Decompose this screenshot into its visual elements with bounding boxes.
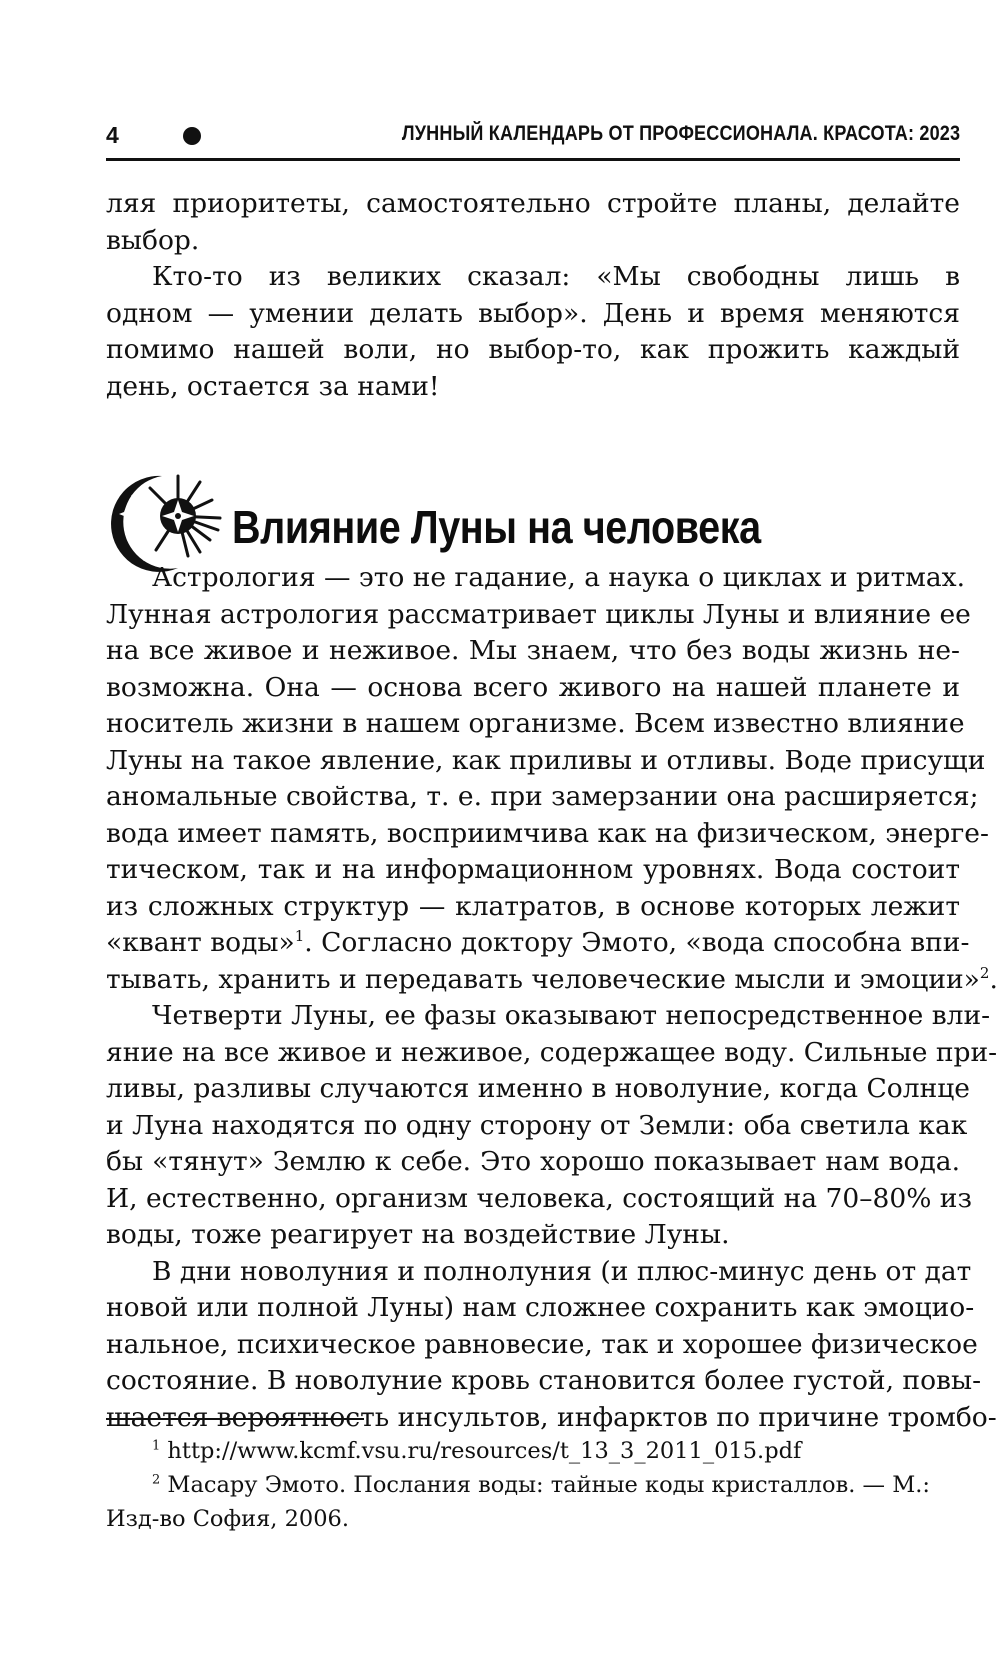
footnote-divider	[106, 1418, 364, 1420]
bullet-dot-icon	[183, 127, 201, 145]
footnote-mark: 1	[152, 1438, 161, 1454]
section-title: Влияние Луны на человека	[232, 501, 761, 553]
footnote-ref-1[interactable]: 1	[294, 927, 305, 946]
text-line: вода имеет память, восприимчива как на физическом, энерге-	[106, 817, 989, 849]
text-line: бы «тянут» Землю к себе. Это хорошо показывает нам вода.	[106, 1146, 960, 1177]
text-line: Лунная астрология рассматривает циклы Луны и влияние ее	[106, 598, 971, 630]
text-line: и Луна находятся по одну сторону от Земли: оба светила как	[106, 1109, 968, 1141]
paragraph	[106, 259, 960, 405]
text-fragment: «квант воды»	[106, 927, 295, 958]
intro-text	[106, 186, 960, 405]
text-line: помимо нашей воли, но выбор-то, как прожить каждый	[106, 334, 960, 365]
running-header	[106, 118, 960, 161]
text-line: шается вероятность инсультов, инфарктов по причине тромбо-	[106, 1401, 997, 1433]
main-text	[106, 560, 998, 1436]
text-line: Луны на такое явление, как приливы и отливы. Воде присущи	[106, 744, 986, 776]
footnote-1	[106, 1434, 960, 1468]
text-line: состояние. В новолуние кровь становится более густой, повы-	[106, 1365, 982, 1396]
text-line: на все живое и неживое. Мы знаем, что без воды жизнь не-	[106, 635, 960, 666]
text-line: носитель жизни в нашем организме. Всем известно влияние	[106, 708, 965, 739]
text-line: ляя приоритеты, самостоятельно стройте планы, делайте	[106, 188, 960, 219]
text-line: нальное, психическое равновесие, так и хорошее физическое	[106, 1328, 978, 1360]
footnote-link[interactable]: http://www.kcmf.vsu.ru/resources/t_13_3_2011_015.pdf	[160, 1438, 802, 1464]
text-line: возможна. Она — основа всего живого на нашей планете и	[106, 671, 960, 703]
text-line: Астрология — это не гадание, а наука о циклах и ритмах.	[152, 562, 966, 593]
footnote-text: Масару Эмото. Послания воды: тайные коды кристаллов. — М.: Изд-во София, 2006.	[106, 1472, 930, 1532]
text-line: Четверти Луны, ее фазы оказывают непосредственное вли-	[152, 1000, 991, 1031]
text-line: ливы, разливы случаются именно в новолуние, когда Солнце	[106, 1073, 970, 1104]
text-line: новой или полной Луны) нам сложнее сохранить как эмоцио-	[106, 1292, 975, 1323]
text-fragment: . Согласно доктору Эмото, «вода способна впи-	[304, 927, 970, 958]
footnotes	[106, 1434, 960, 1536]
text-line: аномальные свойства, т. е. при замерзании она расширяется;	[106, 781, 979, 812]
text-line: одном — умении делать выбор». День и время меняются	[106, 297, 960, 329]
text-line: из сложных структур — клатратов, в основе которых лежит	[106, 890, 960, 922]
text-line: воды, тоже реагирует на воздействие Луны.	[106, 1219, 730, 1250]
page-number: 4	[106, 122, 119, 148]
text-fragment: .	[989, 963, 998, 995]
text-line: И, естественно, организм человека, состоящий на 70–80% из	[106, 1182, 972, 1214]
text-line: Кто-то из великих сказал: «Мы свободны лишь в	[152, 261, 960, 292]
paragraph	[106, 560, 998, 998]
text-line: тическом, так и на информационном уровнях. Вода состоит	[106, 854, 960, 885]
running-title: ЛУННЫЙ КАЛЕНДАРЬ ОТ ПРОФЕССИОНАЛА. КРАСОТА: 2023	[401, 122, 960, 145]
paragraph	[106, 998, 998, 1254]
footnote-ref-2[interactable]: 2	[979, 963, 990, 982]
text-line	[106, 962, 998, 999]
paragraph	[106, 1254, 997, 1437]
text-line: день, остается за нами!	[106, 370, 440, 402]
text-line: выбор.	[106, 224, 200, 256]
text-line	[106, 925, 970, 962]
text-line: В дни новолуния и полнолуния (и плюс-минус день от дат	[152, 1255, 972, 1287]
paragraph	[106, 186, 960, 259]
footnote-2	[106, 1468, 960, 1536]
footnote-mark: 2	[152, 1472, 161, 1488]
text-line: яние на все живое и неживое, содержащее воду. Сильные при-	[106, 1036, 998, 1068]
text-fragment: тывать, хранить и передавать человеческие мысли и эмоции»	[106, 963, 980, 995]
